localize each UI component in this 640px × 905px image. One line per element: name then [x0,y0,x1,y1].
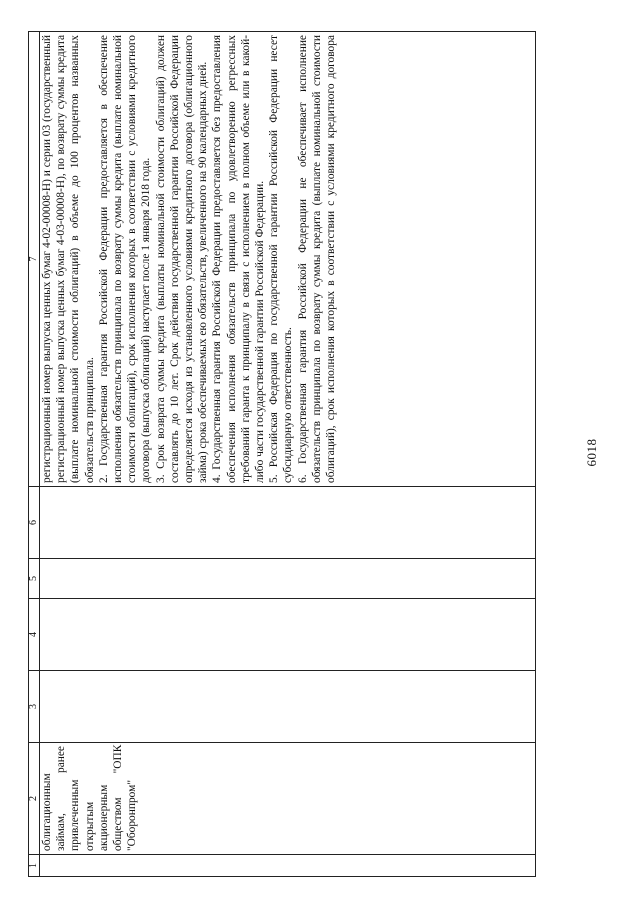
col-header-2: 2 [29,743,40,855]
header-row [29,32,40,877]
col-header-1: 1 [29,855,40,877]
col7-paragraph: 2. Государственная гарантия Российской Федерации предоставляется в обеспечение исполнения обязательств принципала по возврату суммы кредита (выплате номинальной стоимости облигаций), срок исполнения которых в соответствии с условиями кредитного договора (выпуска облигаций) наступает после 1 января 2018 года. [97,35,153,483]
col2-line-pair [111,746,125,851]
cell-col5 [40,559,536,599]
col2-line: обществом [112,797,125,851]
col-header-6: 6 [29,487,40,559]
table-row [40,32,536,877]
cell-col4 [40,599,536,671]
page-number: 6018 [584,438,599,467]
col7-paragraph: 6. Государственная гарантия Российской Федерации не обеспечивает исполнение обязательств принципала по возврату суммы кредита (выплате номинальной стоимости облигаций), срок исполнения которых в соответствии с условиями кредитного договора [296,35,338,483]
col7-paragraph: 4. Государственная гарантия Российской Федерации предоставляется без предоставления обеспечения исполнения обязательств принципала по удовлетворению регрессных требований гаранта к принципалу в связи с исполнением в полном объеме или в какой-либо части государственной гарантии Российской Федерации. [211,35,267,483]
cell-col1 [40,855,536,877]
cell-col6 [40,487,536,559]
cell-col7 [40,32,536,487]
col7-paragraph: 3. Срок возврата суммы кредита (выплаты номинальной стоимости облигаций) должен составлять до 10 лет. Срок действия государственной гарантии Российской Федерации определяется исходя из установленного условиями кредитного договора (облигационного займа) срока обеспечиваемых ею обязательств, увеличенного на 90 календарных дней. [154,35,210,483]
col7-paragraph: регистрационный номер выпуска ценных бумаг 4-02-00008-Н) и серии 03 (государственный регистрационный номер выпуска ценных бумаг 4-03-00008-Н), по возврату суммы кредита (выплате номинальной стоимости облигаций) в объеме до 100 процентов названных обязательств принципала. [41,35,96,483]
col2-line: ранее [55,746,68,773]
legal-table [28,31,536,877]
col2-line: привлеченным [69,779,82,851]
col2-line: облигационным [41,773,53,851]
col2-line: займам, [55,813,68,851]
col-header-7: 7 [29,32,40,487]
col-header-4: 4 [29,599,40,671]
col-header-5: 5 [29,559,40,599]
cell-col3 [40,671,536,743]
col2-line: "Оборонпром" [126,780,139,851]
col2-line: "ОПК [112,744,125,774]
cell-col2 [40,743,536,855]
col2-line: акционерным [97,784,110,851]
col2-line-pair [54,746,68,851]
col7-paragraph: 5. Российская Федерация по государственной гарантии Российской Федерации несет субсидиарную ответственность. [268,35,295,483]
col-header-3: 3 [29,671,40,743]
col2-line: открытым [83,801,96,851]
